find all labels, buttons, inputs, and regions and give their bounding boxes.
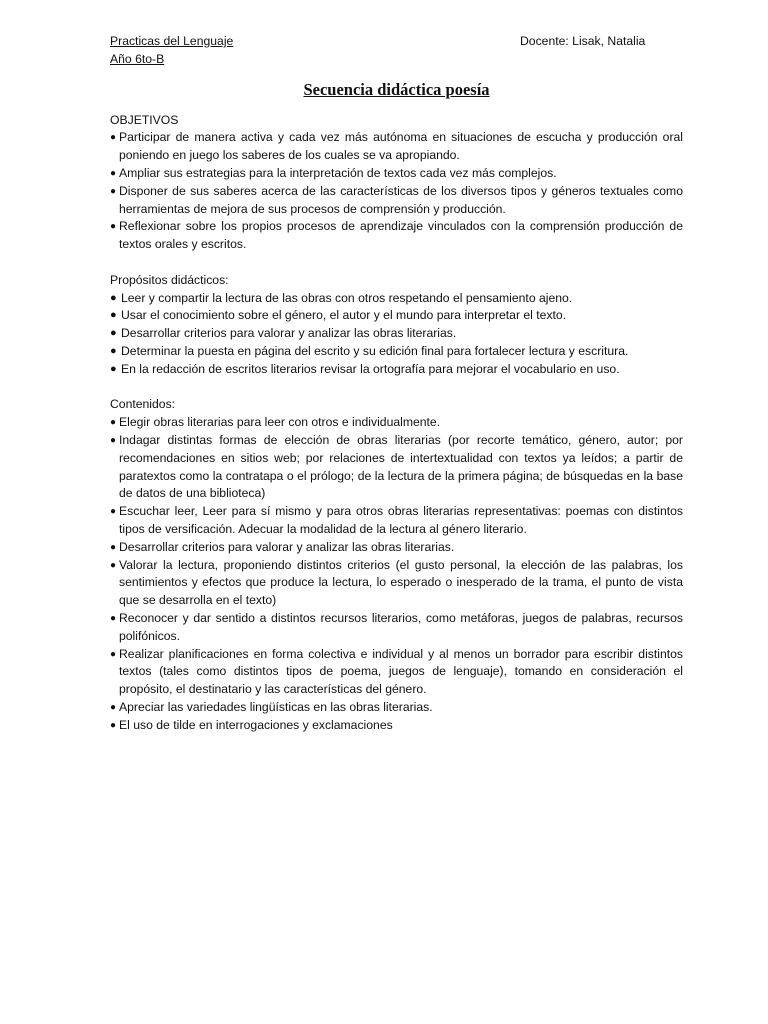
- bullet-icon: ●: [110, 309, 117, 322]
- list-item: [110, 646, 683, 699]
- bullet-icon: ●: [110, 541, 117, 553]
- list-item-text: Desarrollar criterios para valorar y analizar las obras literarias.: [119, 539, 455, 554]
- bullet-icon: ●: [110, 417, 117, 429]
- list-item: [110, 325, 683, 343]
- bullet-icon: ●: [110, 648, 117, 660]
- bullet-icon: ●: [110, 612, 117, 624]
- bullet-icon: ●: [110, 362, 117, 375]
- list-item-text: Usar el conocimiento sobre el género, el autor y el mundo para interpretar el texto.: [121, 308, 567, 323]
- list-item-text: Reflexionar sobre los propios procesos de aprendizaje vinculados con la comprensión producción de textos orales y escritos.: [119, 219, 683, 252]
- list-item-text: Elegir obras literarias para leer con otros e individualmente.: [119, 415, 441, 430]
- subject-name: Practicas del Lenguaje: [110, 34, 234, 48]
- bullet-icon: ●: [110, 434, 117, 446]
- list-item: [110, 307, 683, 325]
- bullet-icon: ●: [110, 344, 117, 357]
- list-item-text: Valorar la lectura, proponiendo distintos criterios (el gusto personal, la elección de las palabras, los sentimientos y efectos que produce la lectura, lo esperado o inesperado de la trama, el punto de vista que se desarrolla en el texto): [119, 557, 683, 608]
- bullet-icon: ●: [110, 559, 117, 571]
- document-header: [110, 33, 683, 69]
- section-propositos: [110, 272, 683, 379]
- bullet-icon: ●: [110, 185, 117, 197]
- list-item: [110, 165, 683, 183]
- bullet-icon: ●: [110, 221, 117, 233]
- list-item-text: Indagar distintas formas de elección de obras literarias (por recorte temático, género, autor; por recomendaciones en sitios web; por relaciones de intertextualidad con textos ya leídos; a partir de paratextos como la contratapa o el prólogo; de la lectura de la primera página; de búsquedas en la base de datos de una biblioteca): [119, 432, 683, 501]
- list-item: [110, 129, 683, 165]
- bullet-icon: ●: [110, 506, 117, 518]
- list-item-text: Escuchar leer, Leer para sí mismo y para otros obras literarias representativas: poemas con distintos tipos de versificación. Adecuar la modalidad de la lectura al género literario.: [119, 504, 683, 536]
- section-heading: Contenidos:: [110, 397, 176, 412]
- list-item: [110, 361, 683, 379]
- bullet-icon: ●: [110, 132, 117, 144]
- list-item-text: Ampliar sus estrategias para la interpretación de textos cada vez más complejos.: [119, 165, 557, 180]
- list-item-text: Determinar la puesta en página del escrito y su edición final para fortalecer lectura y escritura.: [121, 343, 629, 358]
- bullet-icon: ●: [110, 327, 117, 340]
- list-item-text: Desarrollar criterios para valorar y analizar las obras literarias.: [121, 326, 457, 341]
- bullet-icon: ●: [110, 167, 117, 179]
- list-item: [110, 218, 683, 254]
- list-item: [110, 343, 683, 361]
- list-item-text: Realizar planificaciones en forma colectiva e individual y al menos un borrador para escribir distintos textos (tales como distintos tipos de poema, juegos de lenguaje), tomando en consideración el propósito, el destinatario y las características del género.: [119, 646, 683, 697]
- bullet-icon: ●: [110, 719, 117, 731]
- list-item-text: El uso de tilde en interrogaciones y exclamaciones: [119, 717, 393, 732]
- objetivos-list: [110, 129, 683, 254]
- section-objetivos: [110, 112, 683, 254]
- contenidos-list: [110, 414, 683, 734]
- list-item: [110, 290, 683, 308]
- list-item-text: Disponer de sus saberes acerca de las características de los diversos tipos y géneros textuales como herramientas de mejora de sus procesos de comprensión y producción.: [119, 183, 683, 216]
- list-item-text: Reconocer y dar sentido a distintos recursos literarios, como metáforas, juegos de palabras, recursos polifónicos.: [119, 610, 683, 643]
- section-contenidos: [110, 396, 683, 734]
- header-left: [110, 33, 233, 69]
- grade-label: Año 6to-B: [110, 51, 165, 66]
- list-item: [110, 539, 683, 557]
- list-item-text: Leer y compartir la lectura de las obras con otros respetando el pensamiento ajeno.: [121, 290, 573, 305]
- section-heading: Propósitos didácticos:: [110, 272, 229, 287]
- bullet-icon: ●: [110, 291, 117, 304]
- list-item-text: En la redacción de escritos literarios revisar la ortografía para mejorar el vocabulario en uso.: [121, 361, 620, 376]
- list-item-text: Participar de manera activa y cada vez más autónoma en situaciones de escucha y producción oral poniendo en juego los saberes de los cuales se va apropiando.: [119, 130, 683, 163]
- document-page: [110, 33, 683, 734]
- list-item-text: Apreciar las variedades lingüísticas en las obras literarias.: [119, 699, 433, 714]
- bullet-icon: ●: [110, 701, 117, 713]
- list-item: [110, 717, 683, 735]
- list-item: [110, 557, 683, 610]
- list-item: [110, 414, 683, 432]
- propositos-list: [110, 290, 683, 379]
- list-item: [110, 183, 683, 219]
- list-item: [110, 610, 683, 646]
- list-item: [110, 699, 683, 717]
- list-item: [110, 432, 683, 503]
- list-item: [110, 503, 683, 539]
- teacher-name: Docente: Lisak, Natalia: [520, 34, 646, 48]
- document-title: Secuencia didáctica poesía: [303, 79, 490, 99]
- section-heading: OBJETIVOS: [110, 112, 179, 127]
